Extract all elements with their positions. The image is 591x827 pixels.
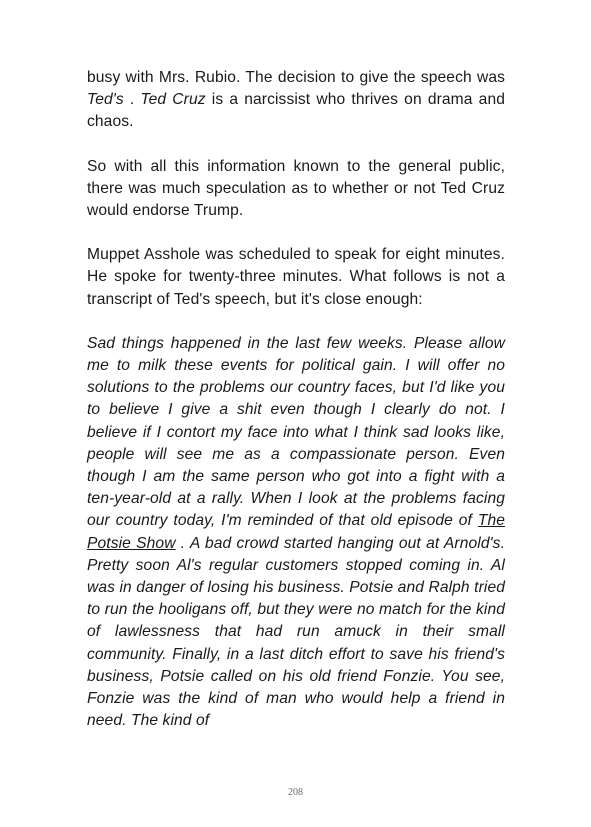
text-run: . [123,91,141,109]
text-run-italic: Sad things happened in the last few weeks. Please allow me to milk these events for political gain. I will offer no solutions to the problems our country faces, but I'd like you to believe I give a shit even though I clearly do not. I believe if I contort my face into what I think sad looks like, people will see me as a compassionate person. Even though I am the same person who got into a fight with a ten-year-old at a rally. When I look at the problems facing our country today, I'm reminded of that old episode of [87,334,505,530]
text-run-italic: Ted Cruz [140,91,206,109]
text-run-italic: . A bad crowd started hanging out at Arnold's. Pretty soon Al's regular customers stopped coming in. Al was in danger of losing his business. Potsie and Ralph tried to run the hooligans off, but they were no match for the kind of lawlessness that had run amuck in their small community. Finally, in a last ditch effort to save his friend's business, Potsie called on his old friend Fonzie. You see, Fonzie was the kind of man who would help a friend in need. The kind of [87,534,506,730]
text-run: So with all this information known to the general public, there was much speculation as to whether or not Ted Cruz would endorse Trump. [87,157,505,220]
text-run: is a narcissist who thrives on drama and chaos. [87,91,505,131]
paragraph-2 [87,156,505,223]
paragraph-4-speech [87,333,505,733]
page-number: 208 [288,787,303,798]
show-title: The Potsie Show [87,512,505,552]
text-run: Muppet Asshole was scheduled to speak for eight minutes. He spoke for twenty-three minutes. What follows is not a transcript of Ted's speech, but it's close enough: [87,246,505,308]
text-run: busy with Mrs. Rubio. The decision to give the speech was [87,69,505,86]
page-body [87,67,505,732]
paragraph-3 [87,244,505,311]
text-run-italic: Ted's [87,91,124,109]
paragraph-1 [87,67,505,134]
